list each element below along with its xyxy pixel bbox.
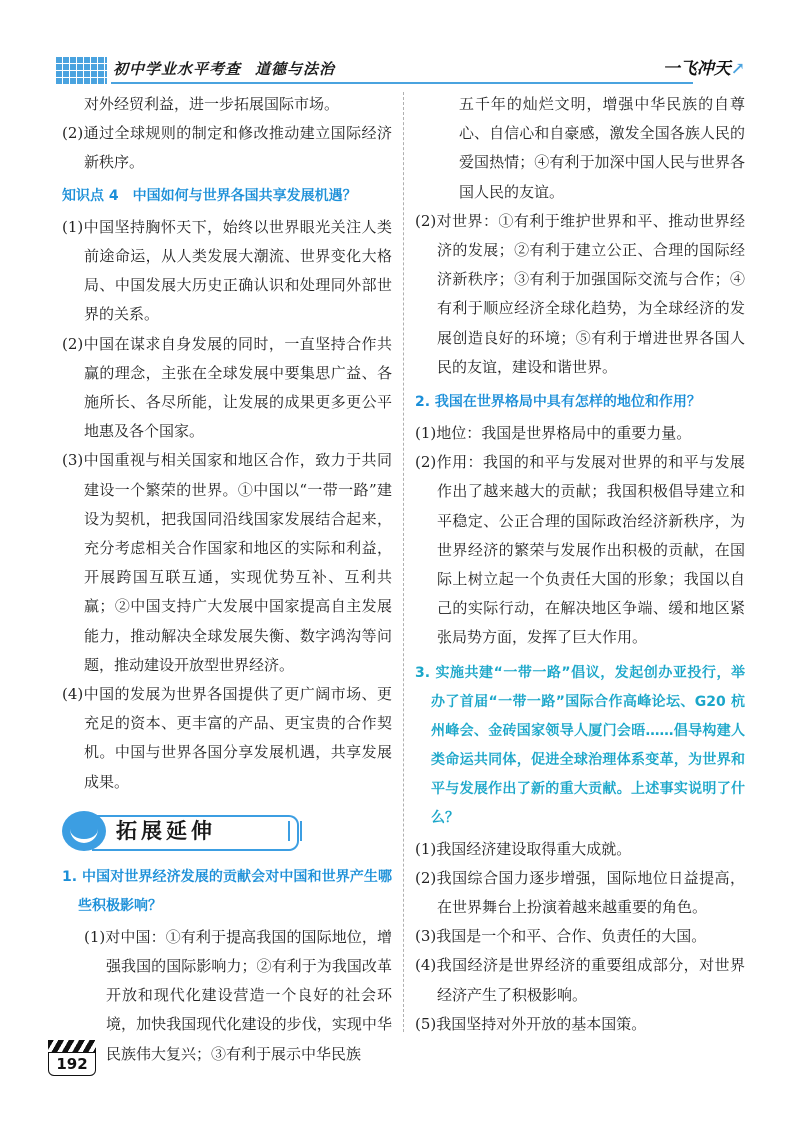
clapper-stripes: [48, 1040, 96, 1052]
paragraph: 对外经贸利益，进一步拓展国际市场。: [84, 95, 340, 113]
right-column: [415, 90, 745, 1039]
wing-icon: ↗: [730, 59, 745, 79]
list-item: (2)作用：我国的和平与发展对世界的和平与发展作出了越来越大的贡献；我国积极倡导建立和平稳定、公正合理的国际政治经济新秩序，为世界经济的繁荣与发展作出积极的贡献，在国际上树立起一个负责任大国的形象；我国以自己的实际行动，在解决地区争端、缓和地区紧张局势方面，发挥了巨大作用。: [415, 453, 745, 647]
swoosh-icon: [62, 811, 106, 851]
list-item: (3)中国重视与相关国家和地区合作，致力于共同建设一个繁荣的世界。①中国以“一带一路”建设为契机，把我国同沿线国家发展结合起来，充分考虑相关合作国家和地区的实际和利益，开展跨国互联互通，实现优势互补、互利共赢；②中国支持广大发展中国家提高自主发展能力，推动解决全球发展失衡、数字鸿沟等问题，推动建设开放型世界经济。: [62, 451, 392, 674]
list-item: (3)我国是一个和平、合作、负责任的大国。: [415, 927, 707, 946]
list-item: (5)我国坚持对外开放的基本国策。: [415, 1014, 647, 1033]
knowledge-point-heading: 知识点 4 中国如何与世界各国共享发展机遇？: [62, 187, 357, 204]
header-series-title: 初中学业水平考查: [113, 60, 242, 78]
question-heading: 3. 实施共建“一带一路”倡议，发起创办亚投行，举办了首届“一带一路”国际合作高峰论坛、G20 杭州峰会、金砖国家领导人厦门会晤……倡导构建人类命运共同体，促进全球治理体系变革，为世界和平与发展作出了新的重大贡献。上述事实说明了什么？: [415, 664, 745, 826]
left-column: [62, 90, 392, 1069]
page-number: 192: [48, 1052, 96, 1076]
page-footer: [48, 1040, 100, 1076]
list-item: (2)通过全球规则的制定和修改推动建立国际经济新秩序。: [62, 124, 392, 172]
header-rule: [111, 82, 693, 84]
paragraph: 五千年的灿烂文明，增强中华民族的自尊心、自信心和自豪感，激发全国各族人民的爱国热情；④有利于加深中国人民与世界各国人民的友谊。: [459, 95, 745, 201]
column-divider: [403, 92, 404, 1032]
header-brand-logo: 一飞冲天↗: [662, 59, 745, 79]
section-banner: [62, 805, 392, 857]
list-item: (4)我国经济是世界经济的重要组成部分，对世界经济产生了积极影响。: [415, 956, 745, 1004]
question-heading: 2. 我国在世界格局中具有怎样的地位和作用？: [415, 394, 701, 411]
list-item: (1)我国经济建设取得重大成就。: [415, 839, 632, 858]
list-item: (1)地位：我国是世界格局中的重要力量。: [415, 424, 692, 443]
question-heading: 1. 中国对世界经济发展的贡献会对中国和世界产生哪些积极影响？: [62, 868, 392, 914]
list-item: (2)对世界：①有利于维护世界和平、推动世界经济的发展；②有利于建立公正、合理的国际经济新秩序；③有利于加强国际交流与合作；④有利于顺应经济全球化趋势，为全球经济的发展创造良好的环境；⑤有利于增进世界各国人民的友谊，建设和谐世界。: [415, 211, 745, 376]
header-subject: 道德与法治: [255, 60, 336, 78]
banner-ticks: [288, 821, 302, 841]
list-item: (2)中国在谋求自身发展的同时，一直坚持合作共赢的理念，主张在全球发展中要集思广益、各施所长、各尽所能，让发展的成果更多更公平地惠及各个国家。: [62, 334, 392, 441]
list-item: (2)我国综合国力逐步增强，国际地位日益提高，在世界舞台上扮演着越来越重要的角色。: [415, 868, 745, 917]
list-item: (4)中国的发展为世界各国提供了更广阔市场、更充足的资本、更丰富的产品、更宝贵的合作契机。中国与世界各国分享发展机遇，共享发展成果。: [62, 685, 392, 791]
banner-title: 拓展延伸: [116, 818, 216, 843]
page-header: [55, 52, 745, 86]
list-item: (1)中国坚持胸怀天下，始终以世界眼光关注人类前途命运，从人类发展大潮流、世界变化大格局、中国发展大历史正确认识和处理同外部世界的关系。: [62, 217, 392, 324]
list-item: (1)对中国：①有利于提高我国的国际地位，增强我国的国际影响力；②有利于为我国改革开放和现代化建设营造一个良好的社会环境，加快我国现代化建设的步伐，实现中华民族伟大复兴；③有利于展示中华民族: [84, 927, 392, 1063]
header-grid-decoration: [55, 56, 107, 84]
header-title: [113, 58, 335, 79]
